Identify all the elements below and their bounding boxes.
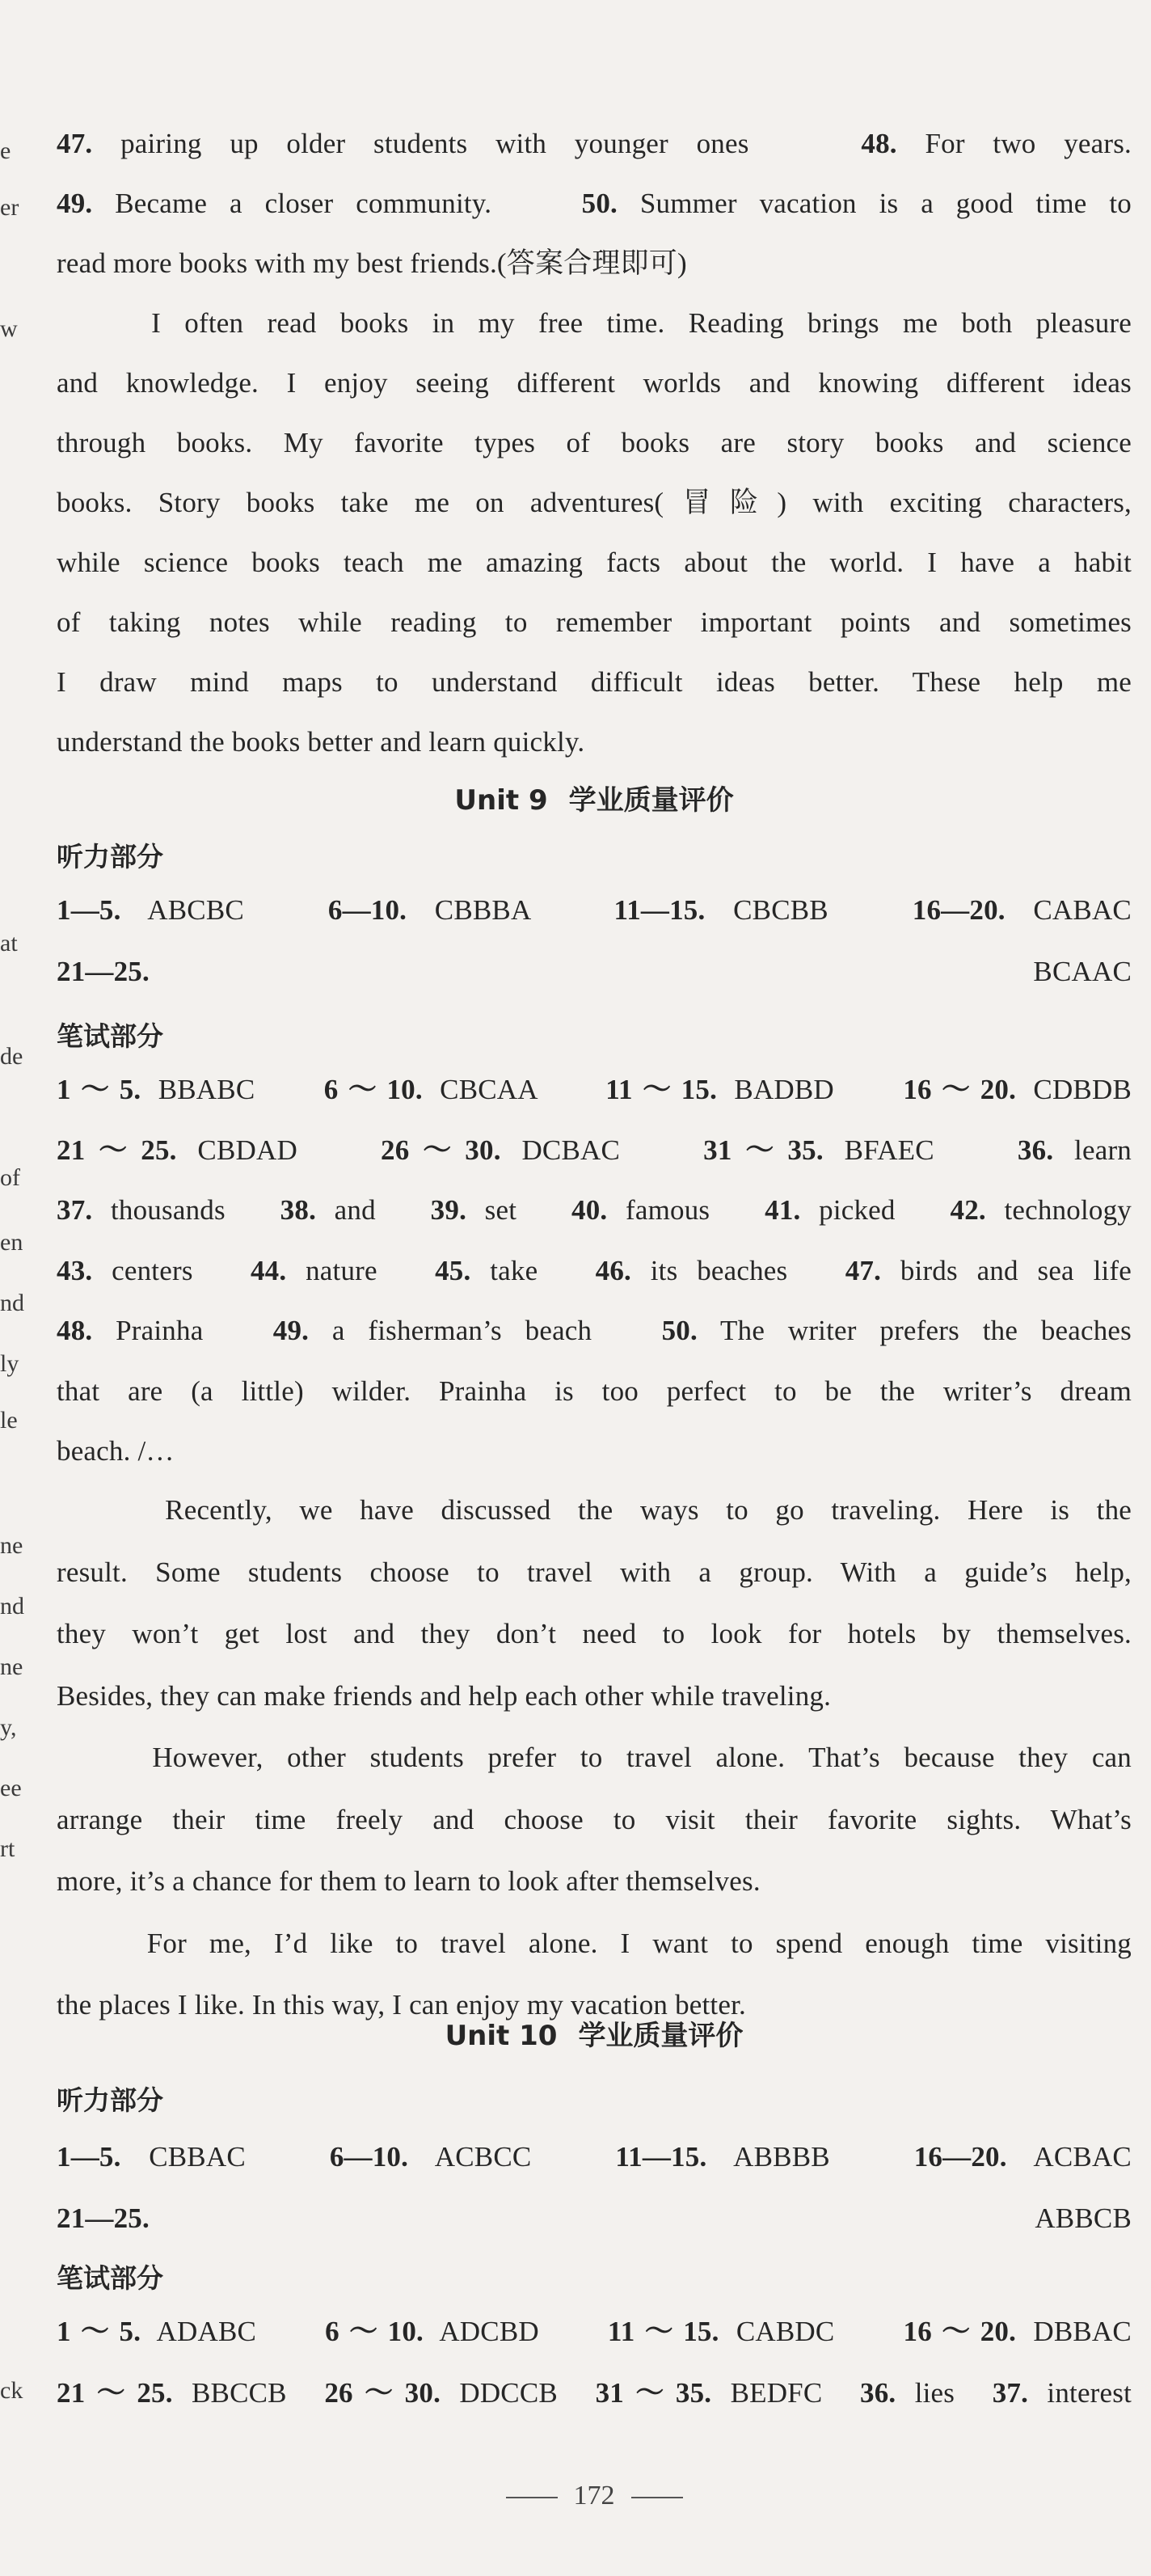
text-line [57,1864,1132,1899]
unit10-heading [57,2013,1132,2053]
answer-text: CABDC [719,2316,904,2347]
question-number: 48. [861,128,897,159]
question-number: 37. [992,2377,1029,2409]
unit9-title: Unit 9 [454,784,548,817]
question-number: 38. [280,1194,317,1226]
answer-text: CBBAC [120,2141,330,2173]
answer-text: birds and sea life [881,1254,1132,1286]
page-number-dash [631,2497,683,2498]
question-number: 49. [272,1315,310,1346]
question-number: 11—15. [613,894,706,926]
answer-text: CDBDB [1016,1074,1132,1105]
answer-text: BBCCB [172,2377,325,2409]
text-line [57,2314,1132,2350]
text-line [57,425,1132,461]
question-number: 36. [860,2377,896,2409]
margin-fragment: en [0,1229,23,1256]
text-line [57,1313,1132,1349]
text-line [57,1555,1132,1590]
question-number: 46. [595,1254,631,1286]
margin-fragment: e [0,137,11,164]
answer-text: However, other students prefer to travel alone. That’s because they can [57,1742,1132,1773]
answer-text: and knowledge. I enjoy seeing different worlds and knowing different ideas [57,367,1132,399]
text-line [57,2201,1132,2236]
answer-text: For two years. [896,128,1132,159]
text-line [57,1679,1132,1714]
answer-text: through books. My favorite types of books are story books and science [57,427,1132,458]
answer-text: Besides, they can make friends and help each other while traveling. [57,1679,832,1712]
text-line [57,545,1132,581]
answer-text: CABAC [1005,894,1132,926]
text-line [57,485,1132,521]
margin-fragment: le [0,1407,18,1434]
unit10-listening-label: 听力部分 [57,2084,163,2116]
answer-text: CBDAD [176,1134,382,1166]
margin-fragment: nd [0,1290,24,1316]
question-number: 6～10. [323,1074,423,1105]
answer-text: I draw mind maps to understand difficult ideas better. These help me [57,666,1132,698]
answer-text: BEDFC [711,2377,861,2409]
page-number: 172 [573,2481,615,2511]
text-line [57,186,1132,222]
question-number: 36. [1017,1134,1054,1166]
question-number: 16—20. [913,2141,1007,2173]
text-line [57,2375,1132,2411]
unit10-writing-label: 笔试部分 [57,2262,163,2294]
question-number: 16—20. [912,894,1006,926]
answer-text: BFAEC [823,1134,1018,1166]
question-number: 50. [661,1315,698,1346]
answer-text: that are (a little) wilder. Prainha is too perfect to be the writer’s dream [57,1375,1132,1407]
answer-text: the places I like. In this way, I can enjoy my vacation better. [57,1989,746,2021]
question-number: 6～10. [325,2316,424,2347]
answer-text: understand the books better and learn quickly. [57,726,585,758]
answer-text: take [470,1254,596,1286]
answer-text: its beaches [630,1254,845,1286]
question-number: 45. [435,1254,471,1286]
answer-text: ACBAC [1006,2141,1132,2173]
answer-text: famous [607,1194,765,1226]
answer-text: BCAAC [149,956,1132,987]
margin-fragment: er [0,194,19,221]
answer-text: read more books with my best friends.(答案合理即可) [57,247,687,279]
unit9-listening-label: 听力部分 [57,841,163,872]
answer-text: books. Story books take me on adventures(冒险) with exciting characters, [57,487,1132,518]
question-number: 21—25. [57,956,150,987]
answer-text: CBCAA [422,1074,606,1105]
question-number: 26～30. [381,1134,501,1166]
question-number: 11～15. [605,1074,718,1105]
answer-text: DBBAC [1016,2316,1132,2347]
margin-fragment: ee [0,1775,22,1801]
text-line [57,1616,1132,1652]
answer-text: nature [286,1254,436,1286]
answer-text: I often read books in my free time. Reading brings me both pleasure [57,307,1132,339]
question-number: 16～20. [903,2316,1017,2347]
answer-text: CBBBA [407,894,614,926]
text-line [57,306,1132,341]
answer-text: ADCBD [424,2316,608,2347]
margin-fragment: y, [0,1714,17,1741]
margin-fragment: nd [0,1593,24,1620]
answer-text: DDCCB [441,2377,596,2409]
text-line [57,1802,1132,1838]
margin-fragment: at [0,930,18,956]
question-number: 39. [430,1194,467,1226]
margin-fragment: w [0,315,18,342]
question-number: 11—15. [615,2141,707,2173]
answer-text: centers [92,1254,251,1286]
margin-fragment: of [0,1164,20,1191]
question-number: 42. [950,1194,986,1226]
question-number: 6—10. [327,894,407,926]
text-line [57,1740,1132,1776]
question-number: 1～5. [57,1074,141,1105]
question-number: 1—5. [57,2141,121,2173]
question-number: 47. [845,1254,882,1286]
question-number: 37. [57,1194,93,1226]
answer-text: ADABC [141,2316,326,2347]
answer-text: a fisherman’s beach [309,1315,662,1346]
answer-text: arrange their time freely and choose to visit their favorite sights. What’s [57,1803,1132,1835]
text-line [57,605,1132,640]
answer-text: and [316,1194,431,1226]
answer-text: lies [896,2377,993,2409]
question-number: 31～35. [595,2377,712,2409]
unit9-heading [57,778,1132,817]
answer-text: learn [1053,1134,1132,1166]
answer-text: DCBAC [500,1134,704,1166]
text-line [57,1926,1132,1962]
text-line [57,1374,1132,1409]
margin-fragment: ly [0,1350,19,1377]
answer-text: ABBBB [706,2141,914,2173]
text-line [57,665,1132,700]
question-number: 49. [57,188,93,219]
page-number-dash [506,2497,558,2498]
answer-text: Became a closer community. [92,188,582,219]
margin-fragment: rt [0,1835,15,1862]
unit9-writing-label: 笔试部分 [57,1020,163,1052]
question-number: 21—25. [57,2202,150,2234]
answer-text: ABCBC [120,894,328,926]
question-number: 21～25. [57,2377,173,2409]
answer-text: technology [985,1194,1132,1226]
answer-text: interest [1028,2377,1132,2409]
answer-text: Recently, we have discussed the ways to go traveling. Here is the [57,1494,1132,1526]
answer-text: while science books teach me amazing facts about the world. I have a habit [57,547,1132,578]
text-line [57,954,1132,990]
margin-fragment: ck [0,2377,23,2404]
text-line [57,1072,1132,1108]
answer-text: beach. /… [57,1435,175,1467]
answer-text: The writer prefers the beaches [697,1315,1132,1346]
answer-text: set [466,1194,572,1226]
answer-text: CBCBB [705,894,913,926]
text-line [57,2139,1132,2175]
answer-text: they won’t get lost and they don’t need to look for hotels by themselves. [57,1618,1132,1649]
text-line [57,1434,1132,1469]
text-line [57,1253,1132,1289]
question-number: 6—10. [329,2141,409,2173]
question-number: 16～20. [903,1074,1017,1105]
margin-fragment: ne [0,1532,23,1559]
answer-text: of taking notes while reading to remember important points and sometimes [57,606,1132,638]
answer-text: ABBCB [149,2202,1132,2234]
question-number: 44. [250,1254,287,1286]
question-number: 11～15. [607,2316,719,2347]
answer-text: thousands [92,1194,280,1226]
question-number: 31～35. [703,1134,824,1166]
text-line [57,246,1132,281]
answer-text: picked [800,1194,951,1226]
question-number: 47. [57,128,93,159]
question-number: 21～25. [57,1134,177,1166]
text-line [57,724,1132,760]
unit10-title-zh: 学业质量评价 [578,2020,744,2052]
question-number: 41. [765,1194,801,1226]
text-line [57,365,1132,401]
answer-text: more, it’s a chance for them to learn to look after themselves. [57,1865,761,1897]
unit9-title-zh: 学业质量评价 [568,784,734,817]
margin-fragment: ne [0,1653,23,1680]
answer-text: Prainha [92,1315,273,1346]
question-number: 40. [571,1194,608,1226]
answer-text: For me, I’d like to travel alone. I want to spend enough time visiting [57,1927,1132,1959]
answer-text: BBABC [141,1074,324,1105]
answer-text: pairing up older students with younger ones [92,128,862,159]
question-number: 48. [57,1315,93,1346]
unit10-title: Unit 10 [445,2020,558,2052]
question-number: 26～30. [324,2377,441,2409]
text-line [57,126,1132,162]
page-number-row [57,2481,1132,2511]
text-line [57,1193,1132,1228]
answer-text: result. Some students choose to travel with a group. With a guide’s help, [57,1556,1132,1588]
question-number: 43. [57,1254,93,1286]
text-line [57,1493,1132,1528]
text-line [57,893,1132,928]
margin-fragment: de [0,1043,23,1070]
question-number: 50. [581,188,618,219]
question-number: 1～5. [57,2316,141,2347]
answer-text: ACBCC [408,2141,616,2173]
answer-text: BADBD [717,1074,904,1105]
question-number: 1—5. [57,894,121,926]
answer-text: Summer vacation is a good time to [618,188,1132,219]
text-line [57,1133,1132,1168]
